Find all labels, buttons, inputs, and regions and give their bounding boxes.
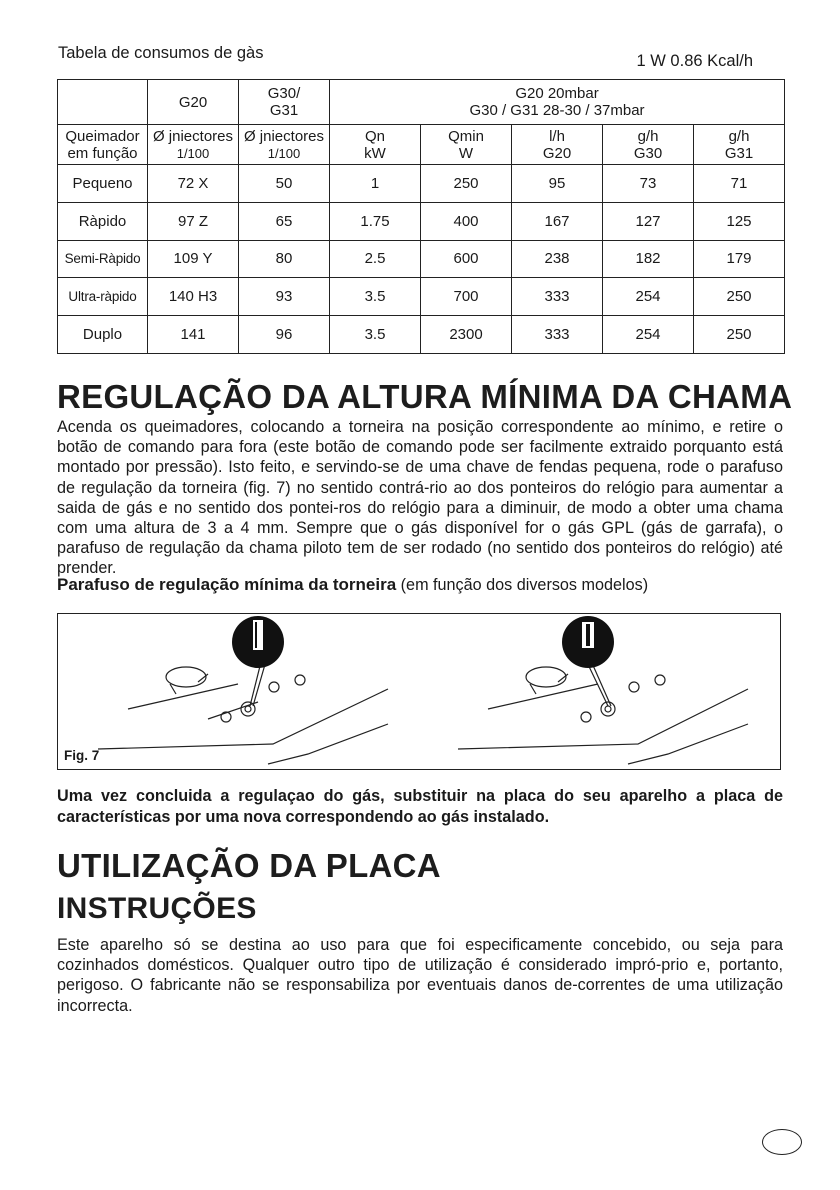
table-cell: 141 xyxy=(148,316,239,354)
table-header-row-1 xyxy=(58,80,785,125)
header-injectors-g20: Ø jniectores 1/100 xyxy=(148,125,239,165)
table-cell: 73 xyxy=(603,165,694,203)
table-caption: Tabela de consumos de gàs xyxy=(58,44,264,62)
table-cell: 93 xyxy=(239,278,330,316)
table-cell: 127 xyxy=(603,202,694,240)
figure-label: Fig. 7 xyxy=(64,748,100,763)
table-cell: 72 X xyxy=(148,165,239,203)
table-cell: 254 xyxy=(603,278,694,316)
table-cell: 1 xyxy=(330,165,421,203)
row-label: Duplo xyxy=(58,316,148,354)
header-injectors-g30: Ø jniectores 1/100 xyxy=(239,125,330,165)
header-g20: G20 xyxy=(148,80,239,125)
unit-conversion: 1 W 0.86 Kcal/h xyxy=(636,52,753,70)
header-qn: Qn kW xyxy=(330,125,421,165)
usage-title: UTILIZAÇÃO DA PLACA xyxy=(57,847,441,884)
table-cell: 2.5 xyxy=(330,240,421,278)
header-pressure: G20 20mbar G30 / G31 28-30 / 37mbar xyxy=(330,80,785,125)
row-label: Pequeno xyxy=(58,165,148,203)
header-lh-g20: l/h G20 xyxy=(512,125,603,165)
table-cell: 3.5 xyxy=(330,316,421,354)
table-cell: 600 xyxy=(421,240,512,278)
gas-consumption-table xyxy=(57,79,785,354)
empty-header-cell xyxy=(58,80,148,125)
table-cell: 333 xyxy=(512,278,603,316)
figure-7 xyxy=(57,613,781,770)
usage-body: Este aparelho só se destina ao uso para que foi especificamente concebido, ou seja para cozinhados domésticos. Qualquer outro tipo de utilização é considerado impró-prio e, portanto, perigoso. O fabricante não se responsabiliza por eventuais danos de-correntes de uma utilização incorrecta. xyxy=(57,936,783,1015)
row-label: Ultra-ràpido xyxy=(58,278,148,316)
table-cell: 71 xyxy=(694,165,785,203)
table-row xyxy=(58,165,785,203)
table-cell: 96 xyxy=(239,316,330,354)
header-gh-g31: g/h G31 xyxy=(694,125,785,165)
table-cell: 3.5 xyxy=(330,278,421,316)
table-cell: 250 xyxy=(694,316,785,354)
table-cell: 1.75 xyxy=(330,202,421,240)
table-row xyxy=(58,240,785,278)
table-cell: 238 xyxy=(512,240,603,278)
instructions-subtitle: INSTRUÇÕES xyxy=(57,892,257,925)
table-row xyxy=(58,278,785,316)
gas-notice: Uma vez concluida a regulaçao do gás, substituir na placa do seu aparelho a placa de características por uma nova correspondendo ao gás instalado. xyxy=(57,787,783,826)
header-qmin: Qmin W xyxy=(421,125,512,165)
table-cell: 50 xyxy=(239,165,330,203)
table-cell: 109 Y xyxy=(148,240,239,278)
table-cell: 179 xyxy=(694,240,785,278)
row-label: Ràpido xyxy=(58,202,148,240)
screw-caption xyxy=(57,575,783,595)
row-label: Semi-Ràpido xyxy=(58,240,148,278)
table-cell: 95 xyxy=(512,165,603,203)
regulation-body: Acenda os queimadores, colocando a torneira na posição correspondente ao mínimo, e retire o botão de comando para fora (este botão de comando pode ser facilmente extraido porquanto está montado por pressão). Isto feito, e servindo-se de uma chave de fendas pequena, rode o parafuso de regulação da torneira (fig. 7) no sentido contrá-rio ao dos ponteiros do relógio para aumentar a saida de gás e no sentido dos pontei-ros do relógio para a diminuir, de modo a obter uma chama com uma altura de 3 a 4 mm. Sempre que o gás disponível for o gás GPL (gás de garrafa), o parafuso de regulação da chama piloto tem de ser rodado (no sentido dos ponteiros do relógio) até prender. xyxy=(57,418,783,578)
header-g30-g31: G30/ G31 xyxy=(239,80,330,125)
tap-screw-illustration xyxy=(58,614,780,769)
table-cell: 700 xyxy=(421,278,512,316)
table-cell: 333 xyxy=(512,316,603,354)
table-cell: 80 xyxy=(239,240,330,278)
header-gh-g30: g/h G30 xyxy=(603,125,694,165)
table-header-row-2 xyxy=(58,125,785,165)
page-language-oval xyxy=(762,1129,802,1155)
table-cell: 400 xyxy=(421,202,512,240)
table-cell: 167 xyxy=(512,202,603,240)
table-cell: 65 xyxy=(239,202,330,240)
table-cell: 125 xyxy=(694,202,785,240)
regulation-title: REGULAÇÃO DA ALTURA MÍNIMA DA CHAMA xyxy=(57,378,793,415)
table-cell: 250 xyxy=(694,278,785,316)
table-cell: 140 H3 xyxy=(148,278,239,316)
screw-caption-bold: Parafuso de regulação mínima da torneira xyxy=(57,575,397,594)
table-cell: 97 Z xyxy=(148,202,239,240)
table-row xyxy=(58,202,785,240)
table-row xyxy=(58,316,785,354)
screw-caption-note: (em função dos diversos modelos) xyxy=(400,576,649,594)
header-burner: Queimador em função xyxy=(58,125,148,165)
table-cell: 182 xyxy=(603,240,694,278)
table-cell: 250 xyxy=(421,165,512,203)
table-cell: 254 xyxy=(603,316,694,354)
table-cell: 2300 xyxy=(421,316,512,354)
